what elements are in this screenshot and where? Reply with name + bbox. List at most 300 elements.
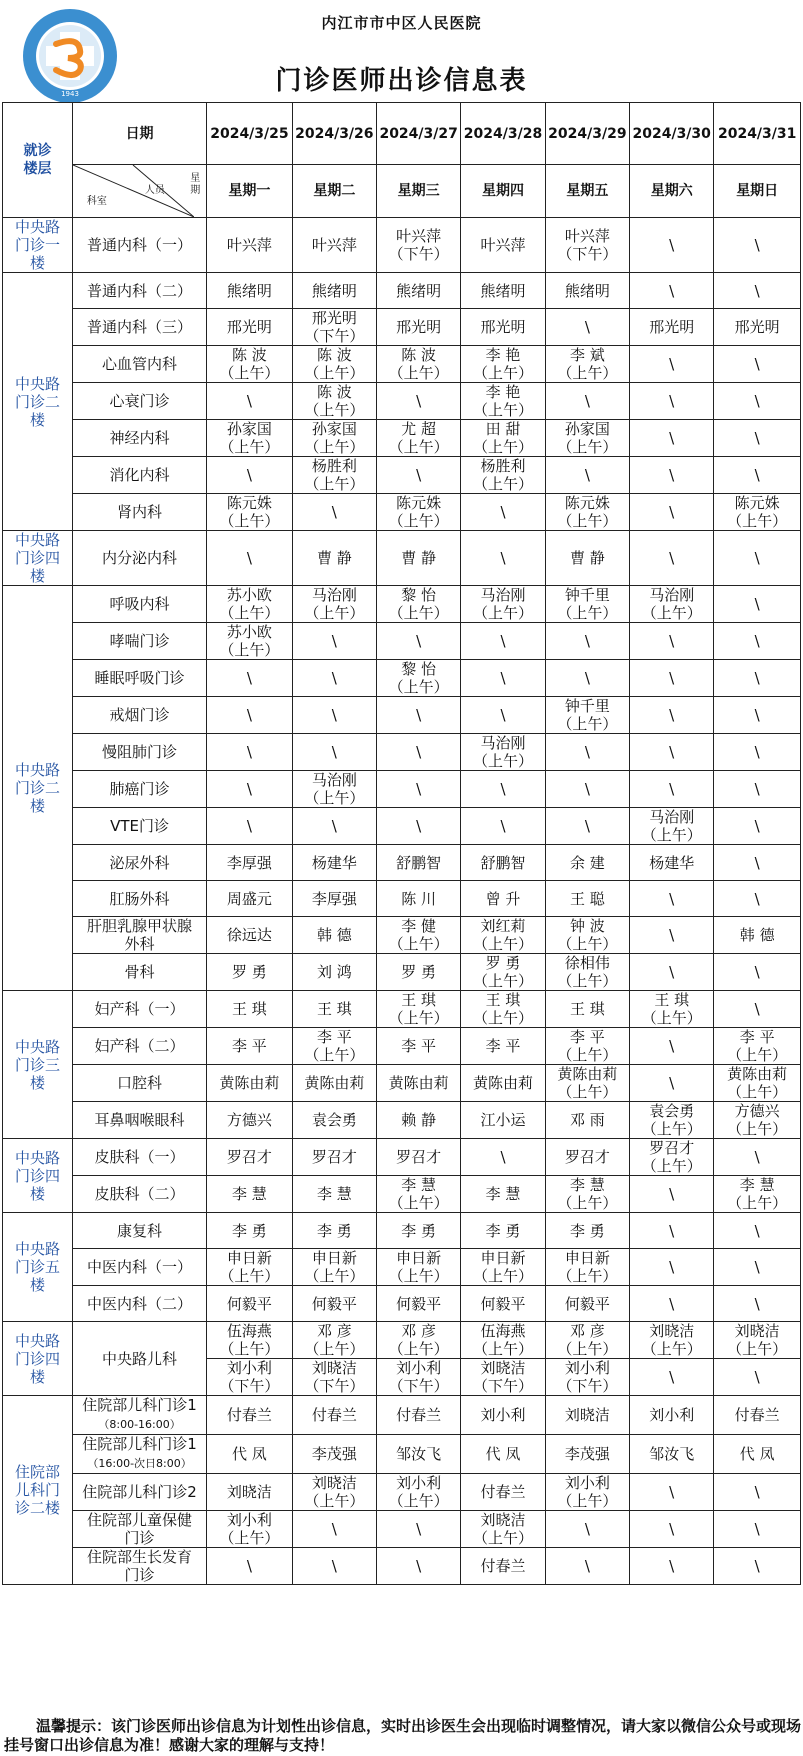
- schedule-cell: 李 慧 （上午）: [545, 1176, 629, 1213]
- floor-cell: 中央路门诊四楼: [3, 531, 73, 586]
- schedule-cell: 刘小利 （下午）: [545, 1359, 629, 1396]
- table-row: [3, 309, 801, 346]
- schedule-cell: \: [714, 1474, 801, 1511]
- dept-name: 肛肠外科: [109, 889, 170, 908]
- table-row: [3, 771, 801, 808]
- schedule-cell: \: [630, 1065, 714, 1102]
- schedule-cell: 马治刚 （上午）: [292, 771, 376, 808]
- schedule-cell: \: [714, 531, 801, 586]
- schedule-cell: 刘小利 （上午）: [377, 1474, 461, 1511]
- schedule-cell: 邢光明: [207, 309, 292, 346]
- schedule-cell: 王 琪: [207, 991, 292, 1028]
- schedule-cell: \: [377, 771, 461, 808]
- schedule-cell: 田 甜 （上午）: [461, 420, 545, 457]
- schedule-cell: \: [630, 1213, 714, 1249]
- schedule-cell: 熊绪明: [545, 273, 629, 309]
- schedule-cell: 李 勇: [207, 1213, 292, 1249]
- diagonal-header-cell: [72, 165, 206, 218]
- schedule-cell: \: [377, 697, 461, 734]
- schedule-cell: 杨胜利 （上午）: [461, 457, 545, 494]
- table-row: [3, 1249, 801, 1286]
- floor-cell: 住院部儿科门诊二楼: [3, 1396, 73, 1585]
- schedule-cell: \: [630, 346, 714, 383]
- schedule-cell: 李 勇: [377, 1213, 461, 1249]
- schedule-cell: \: [377, 734, 461, 771]
- schedule-cell: \: [714, 954, 801, 991]
- schedule-cell: 黄陈由莉: [207, 1065, 292, 1102]
- schedule-cell: 刘小利: [630, 1396, 714, 1435]
- schedule-cell: \: [714, 1548, 801, 1585]
- table-row: [3, 917, 801, 954]
- weekday-col-5: 星期五: [545, 165, 629, 218]
- schedule-cell: 孙家国 （上午）: [545, 420, 629, 457]
- table-row: [3, 660, 801, 697]
- schedule-cell: 熊绪明: [461, 273, 545, 309]
- table-row: [3, 1213, 801, 1249]
- schedule-cell: \: [207, 1548, 292, 1585]
- schedule-cell: 王 聪: [545, 881, 629, 917]
- schedule-cell: \: [292, 494, 376, 531]
- dept-cell: [72, 734, 206, 771]
- schedule-cell: 罗召才: [377, 1139, 461, 1176]
- schedule-cell: 苏小欧 （上午）: [207, 623, 292, 660]
- schedule-cell: 邹汝飞: [377, 1435, 461, 1474]
- schedule-cell: 马治刚 （上午）: [292, 586, 376, 623]
- dept-cell: [72, 881, 206, 917]
- schedule-cell: 罗 勇: [377, 954, 461, 991]
- schedule-cell: \: [630, 1359, 714, 1396]
- schedule-cell: 叶兴萍: [461, 218, 545, 273]
- table-row: [3, 1511, 801, 1548]
- schedule-cell: \: [630, 1474, 714, 1511]
- schedule-cell: \: [292, 808, 376, 845]
- schedule-cell: 陈元姝 （上午）: [377, 494, 461, 531]
- dept-name: 住院部儿童保健 门诊: [87, 1511, 193, 1547]
- schedule-cell: \: [545, 1548, 629, 1585]
- schedule-cell: 李 平 （上午）: [714, 1028, 801, 1065]
- table-row: [3, 1286, 801, 1322]
- table-row: [3, 273, 801, 309]
- schedule-cell: 陈 波 （上午）: [207, 346, 292, 383]
- table-row: [3, 808, 801, 845]
- dept-cell: [72, 1102, 206, 1139]
- dept-cell: [72, 1249, 206, 1286]
- table-row: [3, 494, 801, 531]
- schedule-cell: 罗召才: [207, 1139, 292, 1176]
- schedule-cell: \: [545, 383, 629, 420]
- schedule-cell: \: [207, 660, 292, 697]
- dept-cell: [72, 420, 206, 457]
- schedule-cell: \: [714, 218, 801, 273]
- schedule-cell: \: [714, 586, 801, 623]
- dept-name: 呼吸内科: [109, 595, 170, 613]
- schedule-cell: \: [292, 623, 376, 660]
- table-row: [3, 1028, 801, 1065]
- dept-name: 神经内科: [109, 429, 170, 447]
- dept-cell: [72, 660, 206, 697]
- schedule-cell: \: [207, 457, 292, 494]
- schedule-cell: 袁会勇 （上午）: [630, 1102, 714, 1139]
- dept-cell: [72, 531, 206, 586]
- schedule-cell: 王 琪: [292, 991, 376, 1028]
- table-row: [3, 623, 801, 660]
- schedule-cell: \: [461, 531, 545, 586]
- dept-name: 慢阻肺门诊: [102, 743, 178, 761]
- table-row: [3, 1065, 801, 1102]
- dept-cell: [72, 1548, 206, 1585]
- dept-cell: [72, 1139, 206, 1176]
- schedule-cell: \: [714, 734, 801, 771]
- schedule-cell: 王 琪 （上午）: [377, 991, 461, 1028]
- schedule-cell: 刘晓洁 （上午）: [714, 1322, 801, 1359]
- schedule-cell: 熊绪明: [207, 273, 292, 309]
- schedule-cell: 周盛元: [207, 881, 292, 917]
- schedule-cell: 杨建华: [292, 845, 376, 881]
- floor-cell: 中央路门诊二楼: [3, 273, 73, 531]
- dept-name: 住院部生长发育 门诊: [87, 1548, 193, 1584]
- schedule-cell: 刘小利 （上午）: [545, 1474, 629, 1511]
- table-row: [3, 346, 801, 383]
- schedule-cell: 王 琪 （上午）: [630, 991, 714, 1028]
- table-row: [3, 1322, 801, 1359]
- weekday-col-4: 星期四: [461, 165, 545, 218]
- schedule-cell: 李 勇: [545, 1213, 629, 1249]
- schedule-cell: 刘晓洁 （下午）: [461, 1359, 545, 1396]
- schedule-cell: 黄陈由莉 （上午）: [714, 1065, 801, 1102]
- dept-name: 戒烟门诊: [109, 706, 170, 724]
- dept-name: 住院部儿科门诊2: [82, 1483, 197, 1501]
- schedule-cell: 黄陈由莉: [292, 1065, 376, 1102]
- schedule-cell: 罗 勇 （上午）: [461, 954, 545, 991]
- schedule-cell: 曹 静: [377, 531, 461, 586]
- schedule-cell: 马治刚 （上午）: [461, 734, 545, 771]
- schedule-cell: \: [630, 1548, 714, 1585]
- schedule-cell: \: [461, 697, 545, 734]
- schedule-cell: \: [714, 808, 801, 845]
- schedule-cell: 陈 波 （上午）: [377, 346, 461, 383]
- schedule-cell: 苏小欧 （上午）: [207, 586, 292, 623]
- schedule-cell: 刘晓洁 （上午）: [292, 1474, 376, 1511]
- dept-cell: [72, 346, 206, 383]
- dept-name: 住院部儿科门诊1: [82, 1396, 197, 1414]
- dept-hours: （8:00-16:00）: [98, 1418, 181, 1431]
- dept-name: 妇产科（一）: [94, 1000, 185, 1018]
- dept-cell: [72, 1435, 206, 1474]
- schedule-cell: \: [714, 457, 801, 494]
- schedule-cell: 李 慧: [292, 1176, 376, 1213]
- schedule-cell: \: [545, 1511, 629, 1548]
- dept-name: 中医内科（一）: [87, 1258, 193, 1276]
- schedule-cell: 陈 川: [377, 881, 461, 917]
- logo-year: 1943: [61, 90, 79, 98]
- schedule-cell: 刘晓洁 （上午）: [630, 1322, 714, 1359]
- page-header: [0, 0, 803, 100]
- schedule-cell: \: [714, 623, 801, 660]
- schedule-cell: \: [545, 771, 629, 808]
- schedule-cell: 李 平: [207, 1028, 292, 1065]
- schedule-cell: \: [545, 309, 629, 346]
- schedule-cell: \: [714, 1286, 801, 1322]
- schedule-cell: 邢光明: [714, 309, 801, 346]
- dept-name: 肝胆乳腺甲状腺 外科: [87, 917, 193, 953]
- schedule-cell: 刘小利 （上午）: [207, 1511, 292, 1548]
- dept-cell: [72, 309, 206, 346]
- schedule-cell: \: [714, 881, 801, 917]
- table-row: [3, 383, 801, 420]
- schedule-cell: 陈 波 （上午）: [292, 346, 376, 383]
- schedule-cell: 罗召才: [545, 1139, 629, 1176]
- dept-axis-label: 科室: [86, 196, 107, 207]
- schedule-cell: 何毅平: [461, 1286, 545, 1322]
- weekday-col-1: 星期一: [207, 165, 292, 218]
- schedule-cell: 罗召才: [292, 1139, 376, 1176]
- schedule-cell: \: [377, 808, 461, 845]
- floor-cell: 中央路门诊四楼: [3, 1139, 73, 1213]
- schedule-cell: 陈 波 （上午）: [292, 383, 376, 420]
- schedule-cell: \: [714, 346, 801, 383]
- dept-cell: [72, 218, 206, 273]
- dept-cell: [72, 808, 206, 845]
- schedule-cell: 伍海燕 （上午）: [207, 1322, 292, 1359]
- staff-axis-label: 人员: [144, 185, 165, 196]
- table-row: [3, 218, 801, 273]
- schedule-cell: \: [714, 991, 801, 1028]
- schedule-cell: 刘晓洁 （上午）: [461, 1511, 545, 1548]
- schedule-cell: 申日新 （上午）: [461, 1249, 545, 1286]
- schedule-cell: \: [630, 917, 714, 954]
- schedule-cell: 马治刚 （上午）: [630, 586, 714, 623]
- schedule-cell: \: [630, 531, 714, 586]
- schedule-cell: 舒鹏智: [377, 845, 461, 881]
- schedule-cell: 伍海燕 （上午）: [461, 1322, 545, 1359]
- hospital-name: 内江市市中区人民医院: [321, 14, 482, 32]
- page-title: 门诊医师出诊信息表: [275, 66, 528, 96]
- dept-cell: [72, 954, 206, 991]
- dept-name: 普通内科（二）: [87, 281, 193, 300]
- dept-cell: [72, 1213, 206, 1249]
- schedule-cell: 付春兰: [292, 1396, 376, 1435]
- schedule-cell: 陈元姝 （上午）: [714, 494, 801, 531]
- schedule-cell: \: [630, 494, 714, 531]
- schedule-cell: \: [714, 1511, 801, 1548]
- dept-name: 心衰门诊: [109, 392, 170, 410]
- schedule-body: [3, 218, 801, 1585]
- schedule-cell: \: [714, 420, 801, 457]
- schedule-cell: 李茂强: [545, 1435, 629, 1474]
- schedule-cell: 邓 雨: [545, 1102, 629, 1139]
- dept-cell: [72, 1511, 206, 1548]
- schedule-cell: 李厚强: [292, 881, 376, 917]
- floor-cell: 中央路门诊三楼: [3, 991, 73, 1139]
- dept-name: 普通内科（一）: [87, 236, 193, 254]
- schedule-cell: \: [630, 383, 714, 420]
- table-row: [3, 845, 801, 881]
- schedule-cell: 付春兰: [461, 1548, 545, 1585]
- schedule-cell: 邢光明: [461, 309, 545, 346]
- floor-cell: 中央路门诊四楼: [3, 1322, 73, 1396]
- table-row: [3, 1548, 801, 1585]
- dept-name: 住院部儿科门诊1: [82, 1435, 197, 1453]
- dept-cell: [72, 383, 206, 420]
- schedule-cell: 邓 彦 （上午）: [545, 1322, 629, 1359]
- schedule-cell: 杨胜利 （上午）: [292, 457, 376, 494]
- schedule-cell: 刘晓洁 （下午）: [292, 1359, 376, 1396]
- schedule-cell: \: [630, 660, 714, 697]
- schedule-cell: \: [630, 1176, 714, 1213]
- dept-name: 泌尿外科: [109, 853, 170, 872]
- schedule-cell: 马治刚 （上午）: [461, 586, 545, 623]
- schedule-cell: 何毅平: [207, 1286, 292, 1322]
- dept-name: 肺癌门诊: [109, 780, 170, 798]
- dept-cell: [72, 273, 206, 309]
- schedule-cell: \: [461, 771, 545, 808]
- schedule-cell: 李 艳 （上午）: [461, 346, 545, 383]
- schedule-cell: \: [714, 660, 801, 697]
- schedule-cell: 邢光明: [377, 309, 461, 346]
- schedule-cell: 李 平 （上午）: [292, 1028, 376, 1065]
- schedule-cell: 罗 勇: [207, 954, 292, 991]
- schedule-cell: 李 平: [461, 1028, 545, 1065]
- schedule-cell: 杨建华: [630, 845, 714, 881]
- schedule-cell: 曹 静: [545, 531, 629, 586]
- schedule-cell: 邹汝飞: [630, 1435, 714, 1474]
- table-row: [3, 954, 801, 991]
- schedule-cell: 邓 彦 （上午）: [377, 1322, 461, 1359]
- table-row: [3, 734, 801, 771]
- schedule-cell: 钟千里 （上午）: [545, 586, 629, 623]
- table-row: [3, 420, 801, 457]
- schedule-cell: 刘小利 （下午）: [207, 1359, 292, 1396]
- schedule-cell: 李 勇: [292, 1213, 376, 1249]
- schedule-cell: 曹 静: [292, 531, 376, 586]
- schedule-cell: \: [207, 734, 292, 771]
- table-row: [3, 531, 801, 586]
- schedule-cell: 刘红莉 （上午）: [461, 917, 545, 954]
- schedule-cell: \: [292, 697, 376, 734]
- schedule-cell: 黎 怡 （上午）: [377, 586, 461, 623]
- schedule-cell: \: [630, 273, 714, 309]
- dept-name: 皮肤科（二）: [94, 1185, 185, 1203]
- schedule-cell: \: [207, 383, 292, 420]
- dept-cell: [72, 1176, 206, 1213]
- dept-name: 消化内科: [109, 466, 170, 484]
- schedule-cell: 李 慧 （上午）: [714, 1176, 801, 1213]
- schedule-cell: \: [630, 1286, 714, 1322]
- schedule-cell: \: [461, 623, 545, 660]
- schedule-cell: 付春兰: [714, 1396, 801, 1435]
- schedule-cell: 申日新 （上午）: [207, 1249, 292, 1286]
- schedule-cell: \: [461, 660, 545, 697]
- table-row: [3, 1435, 801, 1474]
- dept-name: VTE门诊: [110, 817, 170, 835]
- schedule-cell: \: [545, 623, 629, 660]
- schedule-cell: 付春兰: [377, 1396, 461, 1435]
- schedule-cell: 叶兴萍: [292, 218, 376, 273]
- schedule-cell: \: [292, 660, 376, 697]
- footer-notice: 温馨提示：该门诊医师出诊信息为计划性出诊信息，实时出诊医生会出现临时调整情况，请大家以微信公众号或现场挂号窗口出诊信息为准！感谢大家的理解与支持！: [4, 1717, 802, 1754]
- floor-header: 就诊楼层: [3, 103, 73, 218]
- schedule-cell: 李 慧 （上午）: [377, 1176, 461, 1213]
- schedule-cell: 李 勇: [461, 1213, 545, 1249]
- dept-cell: [72, 1396, 206, 1435]
- schedule-cell: \: [292, 734, 376, 771]
- schedule-cell: 王 琪: [545, 991, 629, 1028]
- schedule-cell: \: [630, 734, 714, 771]
- schedule-cell: \: [207, 531, 292, 586]
- table-row: [3, 1396, 801, 1435]
- table-row: [3, 1474, 801, 1511]
- schedule-cell: \: [292, 1548, 376, 1585]
- schedule-cell: 尤 超 （上午）: [377, 420, 461, 457]
- schedule-cell: 叶兴萍 （下午）: [377, 218, 461, 273]
- schedule-cell: \: [714, 1359, 801, 1396]
- schedule-cell: \: [714, 273, 801, 309]
- weekday-col-6: 星期六: [630, 165, 714, 218]
- schedule-cell: 申日新 （上午）: [292, 1249, 376, 1286]
- schedule-cell: \: [714, 1139, 801, 1176]
- dept-cell: [72, 623, 206, 660]
- dept-cell: [72, 991, 206, 1028]
- schedule-cell: 刘晓洁: [207, 1474, 292, 1511]
- dept-name: 心血管内科: [102, 355, 178, 373]
- date-col-7: 2024/3/31: [714, 103, 801, 165]
- schedule-cell: \: [207, 808, 292, 845]
- dept-cell: [72, 771, 206, 808]
- schedule-cell: 叶兴萍: [207, 218, 292, 273]
- dept-name: 普通内科（三）: [87, 318, 193, 336]
- schedule-cell: \: [714, 1249, 801, 1286]
- schedule-cell: 李 慧: [461, 1176, 545, 1213]
- schedule-cell: 申日新 （上午）: [377, 1249, 461, 1286]
- schedule-cell: 李厚强: [207, 845, 292, 881]
- schedule-cell: 刘小利 （下午）: [377, 1359, 461, 1396]
- schedule-cell: 付春兰: [461, 1474, 545, 1511]
- schedule-cell: \: [630, 881, 714, 917]
- schedule-cell: 李 斌 （上午）: [545, 346, 629, 383]
- schedule-cell: \: [377, 383, 461, 420]
- schedule-cell: 钟 波 （上午）: [545, 917, 629, 954]
- schedule-cell: 王 琪 （上午）: [461, 991, 545, 1028]
- schedule-cell: 陈元姝 （上午）: [545, 494, 629, 531]
- schedule-cell: \: [630, 1028, 714, 1065]
- schedule-cell: 钟千里 （上午）: [545, 697, 629, 734]
- schedule-cell: 申日新 （上午）: [545, 1249, 629, 1286]
- schedule-cell: 赖 静: [377, 1102, 461, 1139]
- schedule-cell: 李 慧: [207, 1176, 292, 1213]
- schedule-cell: 韩 德: [714, 917, 801, 954]
- dept-name: 中央路儿科: [102, 1349, 178, 1368]
- dept-cell: [72, 1286, 206, 1322]
- table-row: [3, 1139, 801, 1176]
- schedule-cell: 韩 德: [292, 917, 376, 954]
- floor-cell: 中央路门诊五楼: [3, 1213, 73, 1322]
- schedule-cell: 李茂强: [292, 1435, 376, 1474]
- table-row: [3, 697, 801, 734]
- floor-cell: 中央路门诊二楼: [3, 586, 73, 991]
- schedule-cell: 何毅平: [292, 1286, 376, 1322]
- dept-cell: [72, 697, 206, 734]
- schedule-cell: 方德兴 （上午）: [714, 1102, 801, 1139]
- schedule-cell: 徐远达: [207, 917, 292, 954]
- schedule-cell: \: [630, 420, 714, 457]
- weekday-col-7: 星期日: [714, 165, 801, 218]
- date-col-1: 2024/3/25: [207, 103, 292, 165]
- schedule-cell: \: [630, 1511, 714, 1548]
- schedule-cell: \: [714, 771, 801, 808]
- schedule-cell: 邢光明: [630, 309, 714, 346]
- schedule-cell: \: [377, 1548, 461, 1585]
- dept-name: 耳鼻咽喉眼科: [94, 1111, 185, 1129]
